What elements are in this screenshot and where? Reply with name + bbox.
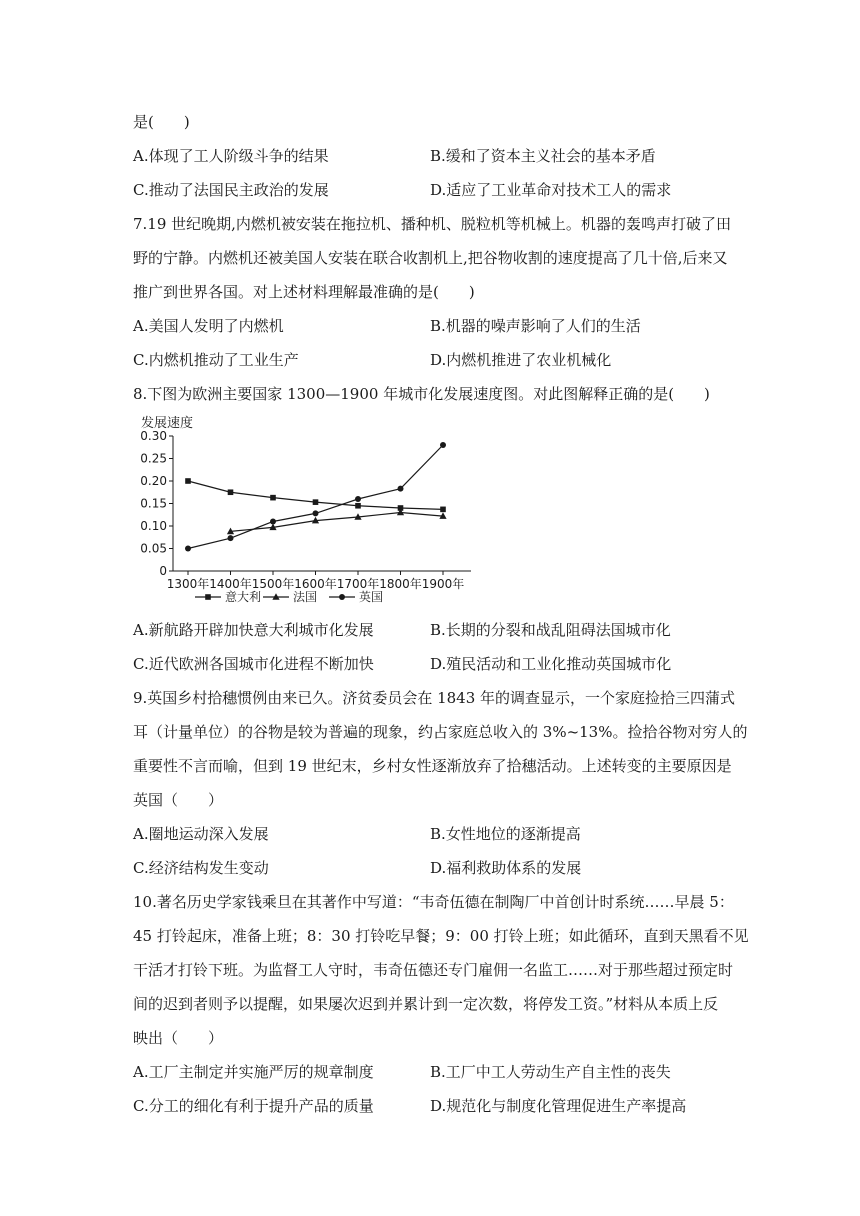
q8-option-d[interactable]: D.殖民活动和工业化推动英国城市化 — [430, 655, 672, 673]
data-point-2 — [440, 442, 446, 448]
y-tick-label: 0.20 — [140, 474, 167, 488]
y-tick-label: 0.10 — [140, 519, 167, 533]
q7-option-a[interactable]: A.美国人发明了内燃机 — [133, 317, 284, 335]
q9-option-c[interactable]: C.经济结构发生变动 — [133, 859, 269, 877]
q7-stem-line-1: 7.19 世纪晚期,内燃机被安装在拖拉机、播种机、脱粒机等机械上。机器的轰鸣声打破了田 — [133, 215, 731, 233]
q6-option-a[interactable]: A.体现了工人阶级斗争的结果 — [133, 147, 329, 165]
data-point-2 — [398, 486, 404, 492]
series-line-0 — [188, 481, 443, 509]
y-tick-label: 0.05 — [140, 541, 167, 556]
data-point-2 — [270, 519, 276, 525]
q8-stem: 8.下图为欧洲主要国家 1300—1900 年城市化发展速度图。对此图解释正确的是( ) — [133, 385, 710, 403]
q10-stem-line-4: 间的迟到者则予以提醒，如果屡次迟到并累计到一定次数，将停发工资。”材料从本质上反 — [133, 995, 719, 1013]
q9-stem-line-1: 9.英国乡村拾穗惯例由来已久。济贫委员会在 1843 年的调查显示，一个家庭捡拾三四蒲式 — [133, 689, 736, 707]
q9-stem-line-2: 耳（计量单位）的谷物是较为普遍的现象，约占家庭总收入的 3%~13%。捡拾谷物对穷人的 — [133, 723, 748, 741]
q9-stem-line-4: 英国（ ） — [133, 791, 224, 809]
series-line-2 — [188, 445, 443, 549]
q10-stem-line-3: 干活才打铃下班。为监督工人守时，韦奇伍德还专门雇佣一名监工……对于那些超过预定时 — [133, 961, 734, 979]
q10-option-a[interactable]: A.工厂主制定并实施严厉的规章制度 — [133, 1063, 374, 1081]
legend-label: 法国 — [293, 590, 318, 604]
q8-option-b[interactable]: B.长期的分裂和战乱阻碍法国城市化 — [430, 621, 671, 639]
data-point-0 — [228, 489, 234, 495]
series-line-1 — [231, 513, 444, 532]
legend-marker — [339, 594, 345, 600]
urbanization-chart — [133, 410, 473, 610]
x-tick-label: 1300年 — [166, 577, 210, 591]
q7-option-c[interactable]: C.内燃机推动了工业生产 — [133, 351, 299, 369]
x-tick-label: 1500年 — [251, 577, 295, 591]
data-point-2 — [355, 496, 361, 502]
y-tick-label: 0.15 — [140, 496, 167, 511]
q10-stem-line-2: 45 打铃起床，准备上班；8：30 打铃吃早餐；9：00 打铃上班；如此循环，直到天黑看不见 — [133, 927, 749, 945]
q6-option-b[interactable]: B.缓和了资本主义社会的基本矛盾 — [430, 147, 656, 165]
y-tick-label: 0 — [159, 564, 167, 578]
data-point-0 — [185, 478, 191, 484]
x-tick-label: 1400年 — [209, 577, 252, 591]
legend-label: 意大利 — [225, 590, 262, 604]
x-tick-label: 1700年 — [336, 577, 380, 591]
q7-option-b[interactable]: B.机器的噪声影响了人们的生活 — [430, 317, 641, 335]
data-point-0 — [355, 503, 361, 509]
data-point-2 — [313, 510, 319, 516]
data-point-0 — [270, 495, 276, 501]
x-tick-label: 1800年 — [379, 577, 422, 591]
q7-option-d[interactable]: D.内燃机推进了农业机械化 — [430, 351, 612, 369]
q6-option-c[interactable]: C.推动了法国民主政治的发展 — [133, 181, 329, 199]
legend-marker — [205, 594, 211, 600]
q7-stem-line-3: 推广到世界各国。对上述材料理解最准确的是( ) — [133, 283, 475, 301]
q6-option-d[interactable]: D.适应了工业革命对技术工人的需求 — [430, 181, 672, 199]
data-point-2 — [185, 546, 191, 552]
q10-stem-line-1: 10.著名历史学家钱乘旦在其著作中写道：“韦奇伍德在制陶厂中首创计时系统……早晨 5： — [133, 893, 734, 911]
x-tick-label: 1600年 — [294, 577, 337, 591]
q10-option-d[interactable]: D.规范化与制度化管理促进生产率提高 — [430, 1097, 687, 1115]
q6-stem-tail: 是( ) — [133, 113, 190, 131]
legend-label: 英国 — [359, 590, 384, 604]
q10-stem-line-5: 映出（ ） — [133, 1029, 224, 1047]
q8-option-a[interactable]: A.新航路开辟加快意大利城市化发展 — [133, 621, 374, 639]
data-point-0 — [313, 499, 319, 505]
q7-stem-line-2: 野的宁静。内燃机还被美国人安装在联合收割机上,把谷物收割的速度提高了几十倍,后来又 — [133, 249, 728, 267]
q9-stem-line-3: 重要性不言而喻，但到 19 世纪末，乡村女性逐渐放弃了拾穗活动。上述转变的主要原因是 — [133, 757, 732, 775]
data-point-0 — [440, 507, 446, 513]
y-tick-label: 0.25 — [140, 451, 167, 466]
q8-option-c[interactable]: C.近代欧洲各国城市化进程不断加快 — [133, 655, 374, 673]
chart-ylabel: 发展速度 — [141, 416, 194, 431]
q10-option-c[interactable]: C.分工的细化有利于提升产品的质量 — [133, 1097, 374, 1115]
x-tick-label: 1900年 — [421, 577, 465, 591]
data-point-2 — [228, 535, 234, 541]
q9-option-b[interactable]: B.女性地位的逐渐提高 — [430, 825, 581, 843]
q10-option-b[interactable]: B.工厂中工人劳动生产自主性的丧失 — [430, 1063, 671, 1081]
q9-option-d[interactable]: D.福利救助体系的发展 — [430, 859, 582, 877]
y-tick-label: 0.30 — [140, 429, 167, 443]
q9-option-a[interactable]: A.圈地运动深入发展 — [133, 825, 269, 843]
